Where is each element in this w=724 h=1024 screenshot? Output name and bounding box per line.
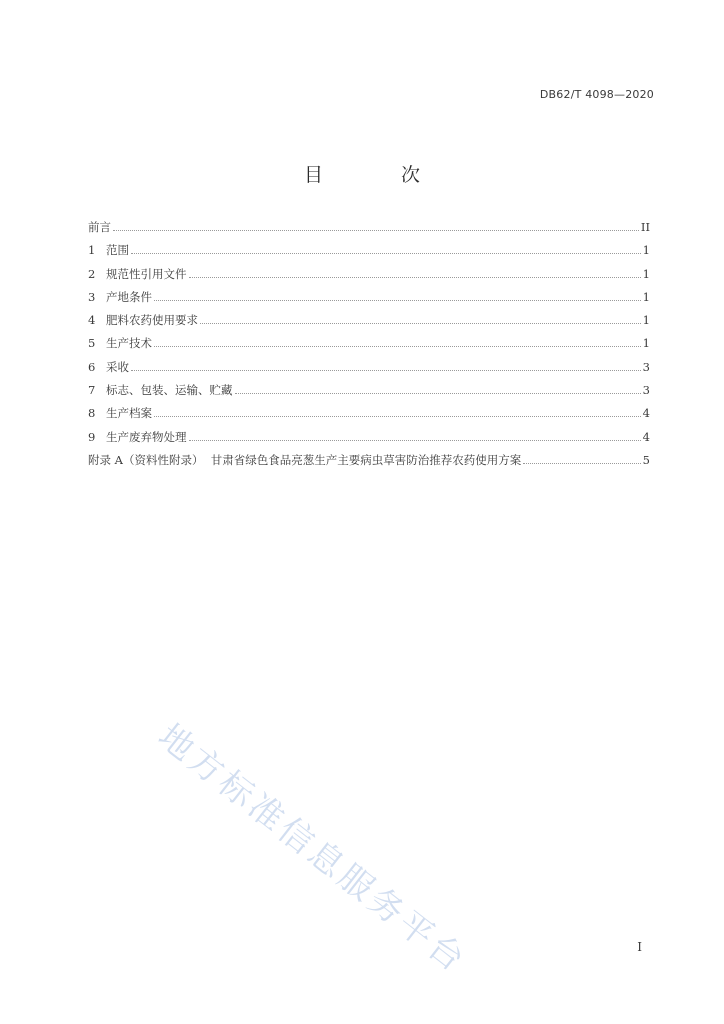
- toc-entry-page: 3: [642, 383, 650, 398]
- toc-dot-leader: [189, 440, 641, 441]
- toc-dot-leader: [154, 346, 641, 347]
- toc-entry-page: 1: [642, 336, 650, 351]
- toc-dot-leader: [235, 393, 641, 394]
- toc-entry-page: 1: [642, 313, 650, 328]
- toc-entry-production-technology[interactable]: [88, 335, 650, 358]
- toc-entry-production-conditions[interactable]: [88, 289, 650, 312]
- toc-entry-page: 1: [642, 266, 650, 281]
- toc-entry-number: 6: [88, 359, 96, 374]
- toc-entry-label: 范围: [106, 243, 129, 258]
- toc-entry-label: 附录 A（资料性附录） 甘肃省绿色食品亮葱生产主要病虫草害防治推荐农药使用方案: [88, 452, 522, 467]
- toc-dot-leader: [113, 230, 639, 231]
- toc-entry-number: 5: [88, 336, 96, 351]
- toc-entry-label: 标志、包装、运输、贮藏: [106, 383, 233, 398]
- toc-dot-leader: [131, 370, 641, 371]
- toc-title: 目 次: [303, 164, 457, 186]
- toc-entry-labeling-packaging[interactable]: [88, 382, 650, 405]
- toc-entry-normative-references[interactable]: [88, 266, 650, 289]
- toc-entry-label: 肥料农药使用要求: [106, 313, 198, 328]
- toc-entry-production-records[interactable]: [88, 405, 650, 428]
- toc-entry-page: 5: [642, 452, 650, 467]
- toc-entry-label: 生产废弃物处理: [106, 429, 187, 444]
- toc-entry-label: 生产技术: [106, 336, 152, 351]
- toc-dot-leader: [523, 463, 640, 464]
- toc-entry-label: 生产档案: [106, 406, 152, 421]
- toc-entry-label: 规范性引用文件: [106, 266, 187, 281]
- standard-code: DB62/T 4098—2020: [539, 88, 654, 101]
- toc-dot-leader: [154, 300, 641, 301]
- toc-entry-label: 采收: [106, 359, 129, 374]
- page-number: I: [637, 940, 642, 954]
- toc-entry-number: 8: [88, 406, 96, 421]
- toc-entry-page: II: [640, 220, 650, 234]
- toc-dot-leader: [200, 323, 641, 324]
- toc-entry-number: 3: [88, 289, 96, 304]
- toc-entry-number: 9: [88, 429, 96, 444]
- toc-entry-page: 1: [642, 289, 650, 304]
- toc-dot-leader: [189, 277, 641, 278]
- toc-entry-scope[interactable]: [88, 242, 650, 265]
- toc-dot-leader: [131, 253, 641, 254]
- toc-entry-page: 4: [642, 406, 650, 421]
- toc-dot-leader: [154, 416, 641, 417]
- toc-entry-fertilizer-pesticide[interactable]: [88, 312, 650, 335]
- toc-entry-label: 产地条件: [106, 289, 152, 304]
- watermark: 地方标准信息服务平台: [150, 716, 475, 982]
- toc-entry-number: 2: [88, 266, 96, 281]
- toc-entry-number: 7: [88, 383, 96, 398]
- toc-entry-waste-disposal[interactable]: [88, 429, 650, 452]
- toc-entry-number: 1: [88, 243, 96, 258]
- toc-entry-harvest[interactable]: [88, 359, 650, 382]
- toc-entry-appendix-a[interactable]: [88, 452, 650, 475]
- toc-entry-page: 4: [642, 429, 650, 444]
- table-of-contents: [88, 219, 650, 475]
- toc-entry-page: 1: [642, 243, 650, 258]
- toc-entry-label: 前言: [88, 220, 111, 234]
- toc-entry-foreword[interactable]: [88, 219, 650, 242]
- toc-entry-number: 4: [88, 313, 96, 328]
- toc-entry-page: 3: [642, 359, 650, 374]
